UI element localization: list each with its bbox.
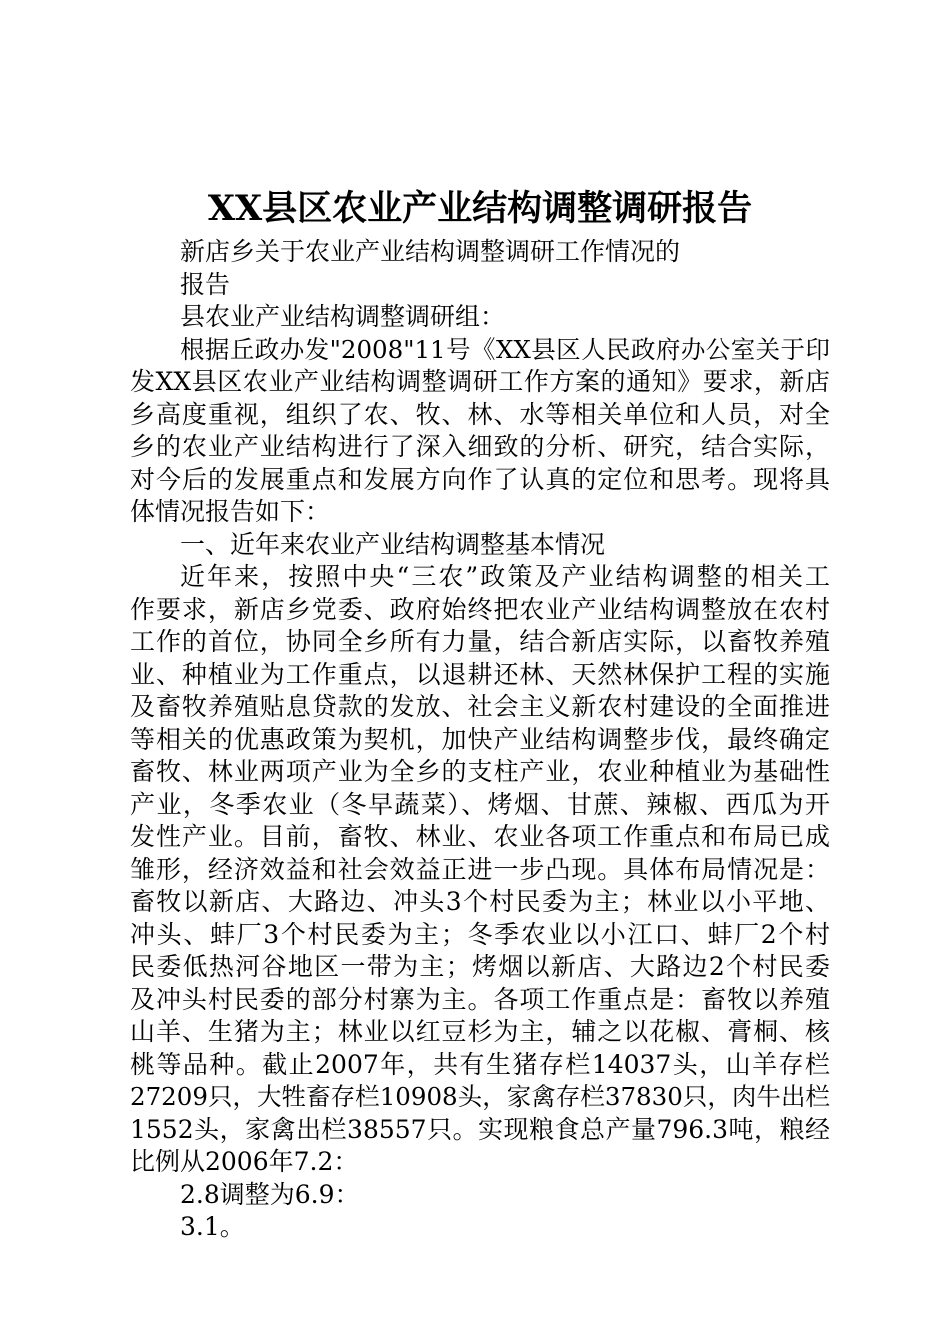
- paragraph-line: 作要求，新店乡党委、政府始终把农业产业结构调整放在农村: [130, 594, 830, 624]
- subtitle-line-2: 报告: [180, 269, 231, 299]
- paragraph-line: 根据丘政办发"2008"11号《XX县区人民政府办公室关于印: [180, 334, 830, 364]
- paragraph-line: 山羊、生猪为主；林业以红豆杉为主，辅之以花椒、膏桐、核: [130, 1017, 830, 1046]
- paragraph-line: 冲头、蚌厂3个村民委为主；冬季农业以小江口、蚌厂2个村: [130, 919, 830, 949]
- paragraph-line: 比例从2006年7.2：: [130, 1147, 359, 1176]
- paragraph-line: 3.1。: [180, 1212, 245, 1241]
- paragraph-line: 等相关的优惠政策为契机，加快产业结构调整步伐，最终确定: [130, 724, 830, 754]
- paragraph-line: 畜牧以新店、大路边、冲头3个村民委为主；林业以小平地、: [130, 887, 830, 916]
- paragraph-line: 2.8调整为6.9：: [180, 1179, 360, 1209]
- paragraph-line: 发XX县区农业产业结构调整调研工作方案的通知》要求，新店: [130, 367, 830, 396]
- paragraph-line: 及冲头村民委的部分村寨为主。各项工作重点是：畜牧以养殖: [130, 984, 830, 1014]
- paragraph-line: 产业，冬季农业（冬早蔬菜）、烤烟、甘蔗、辣椒、西瓜为开: [130, 789, 830, 819]
- document-body: [130, 236, 830, 1244]
- paragraph-line: 及畜牧养殖贴息贷款的发放、社会主义新农村建设的全面推进: [130, 692, 830, 721]
- paragraph-line: 桃等品种。截止2007年，共有生猪存栏14037头，山羊存栏: [130, 1049, 830, 1079]
- paragraph-line: 雏形，经济效益和社会效益正进一步凸现。具体布局情况是：: [130, 854, 830, 884]
- paragraph-line: 民委低热河谷地区一带为主；烤烟以新店、大路边2个村民委: [130, 952, 830, 981]
- paragraph-line: 27209只，大牲畜存栏10908头，家禽存栏37830只，肉牛出栏: [130, 1082, 830, 1111]
- document-title: XX县区农业产业结构调整调研报告: [207, 188, 753, 229]
- paragraph-line: 畜牧、林业两项产业为全乡的支柱产业，农业种植业为基础性: [130, 757, 830, 786]
- document-page: [130, 184, 830, 1244]
- section-heading: 一、近年来农业产业结构调整基本情况: [180, 529, 606, 559]
- paragraph-line: 近年来，按照中央“三农”政策及产业结构调整的相关工: [180, 562, 830, 591]
- paragraph-line: 乡高度重视，组织了农、牧、林、水等相关单位和人员，对全: [130, 399, 830, 429]
- paragraph-line: 对今后的发展重点和发展方向作了认真的定位和思考。现将具: [130, 464, 830, 494]
- paragraph-line: 体情况报告如下：: [130, 497, 331, 526]
- subtitle-line-1: 新店乡关于农业产业结构调整调研工作情况的: [180, 237, 681, 266]
- paragraph-line: 1552头，家禽出栏38557只。实现粮食总产量796.3吨，粮经: [130, 1114, 830, 1144]
- paragraph-line: 业、种植业为工作重点，以退耕还林、天然林保护工程的实施: [130, 659, 830, 689]
- addressee-line: 县农业产业结构调整调研组：: [180, 302, 506, 331]
- paragraph-line: 乡的农业产业结构进行了深入细致的分析、研究，结合实际，: [130, 432, 830, 461]
- paragraph-line: 工作的首位，协同全乡所有力量，结合新店实际，以畜牧养殖: [130, 627, 830, 656]
- paragraph-line: 发性产业。目前，畜牧、林业、农业各项工作重点和布局已成: [130, 822, 830, 851]
